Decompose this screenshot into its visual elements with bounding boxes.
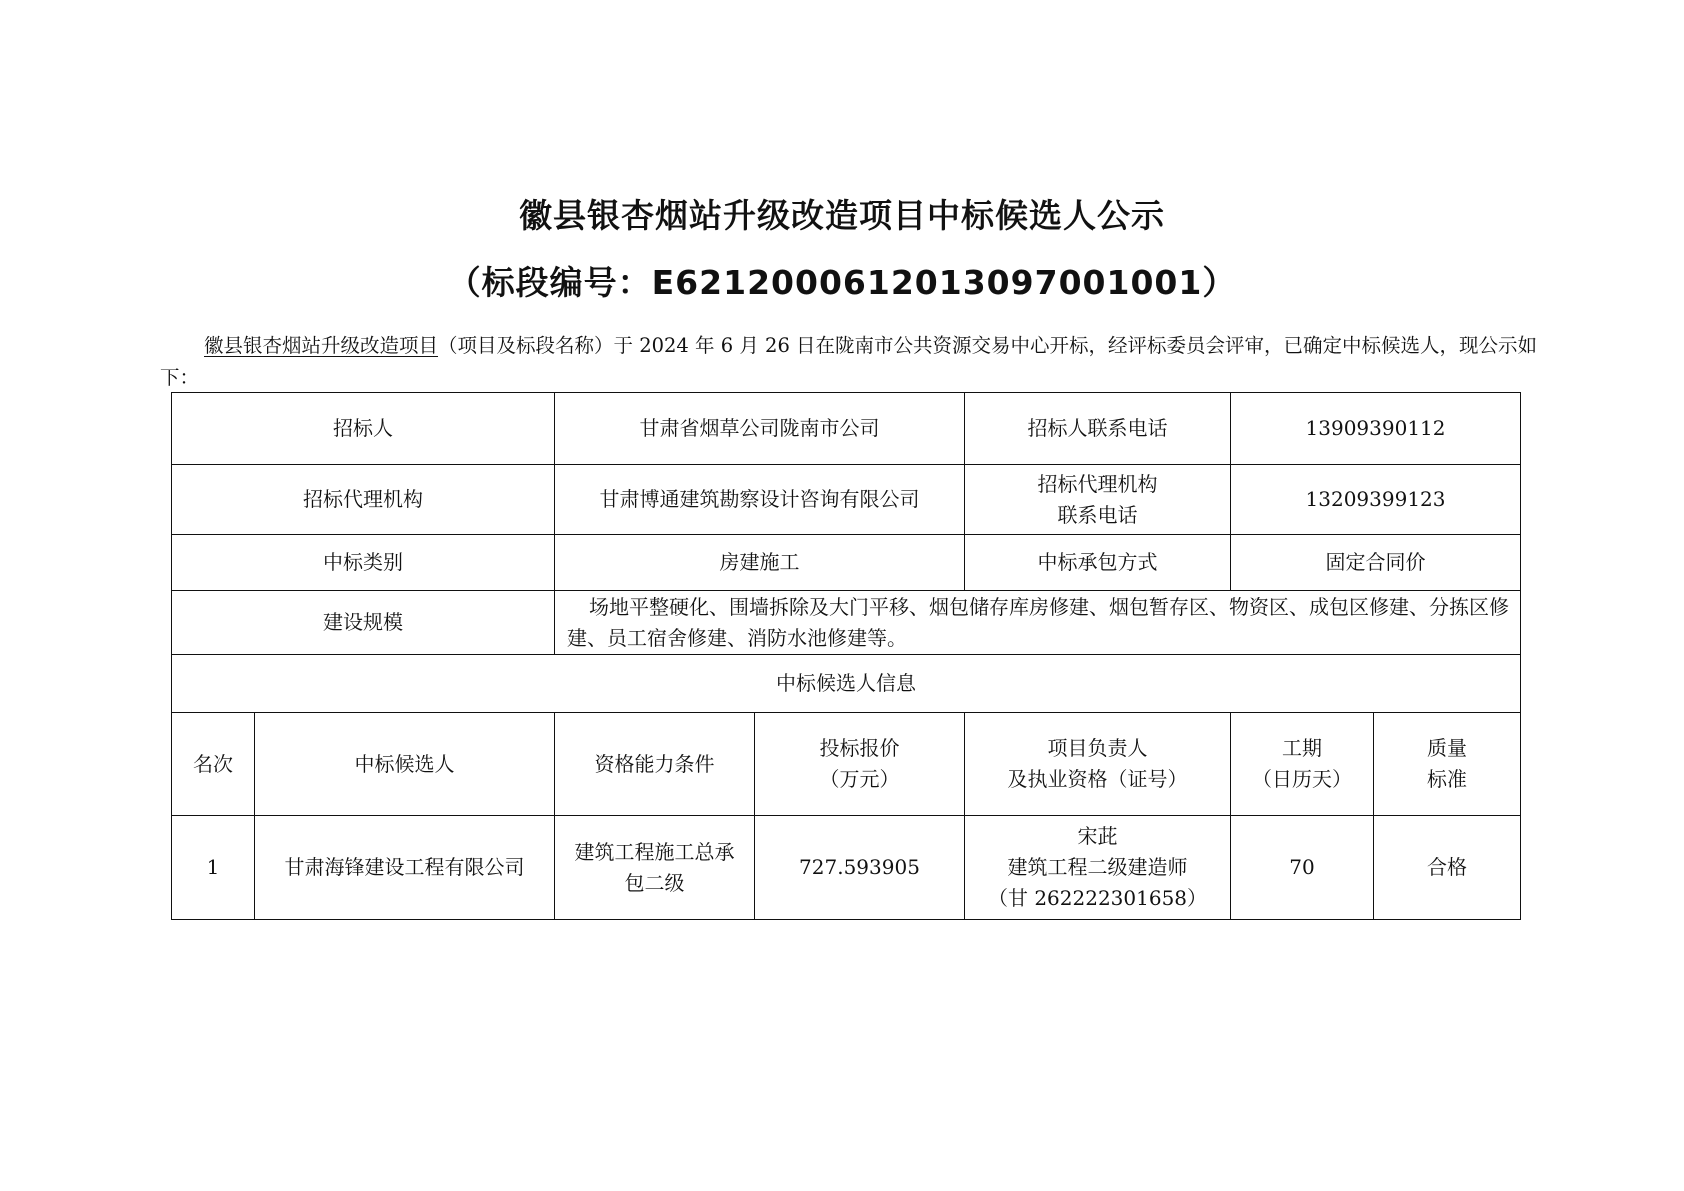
- scale-value: [555, 591, 1521, 655]
- header-manager: [965, 713, 1231, 816]
- header-quality-line1: 质量: [1427, 736, 1467, 760]
- agency-label: 招标代理机构: [172, 465, 555, 535]
- header-rank: 名次: [172, 713, 255, 816]
- header-candidate: 中标候选人: [255, 713, 555, 816]
- agency-value: 甘肃博通建筑勘察设计咨询有限公司: [555, 465, 965, 535]
- category-label: 中标类别: [172, 535, 555, 591]
- candidate-manager-line2: 建筑工程二级建造师: [1007, 855, 1188, 879]
- agency-phone-label-line1: 招标代理机构: [1037, 471, 1158, 496]
- scale-label: 建设规模: [172, 591, 555, 655]
- candidate-qualification: [555, 816, 755, 920]
- candidate-name: 甘肃海锋建设工程有限公司: [255, 816, 555, 920]
- intro-paragraph: [160, 330, 1560, 394]
- announcement-table: [171, 392, 1521, 920]
- contract-mode-value: 固定合同价: [1231, 535, 1521, 591]
- candidates-header-row: [172, 713, 1521, 816]
- tenderer-phone-label: 招标人联系电话: [965, 393, 1231, 465]
- candidate-manager: [965, 816, 1231, 920]
- candidate-bid: 727.593905: [755, 816, 965, 920]
- contract-mode-label: 中标承包方式: [965, 535, 1231, 591]
- candidates-section-row: [172, 655, 1521, 713]
- candidate-manager-line1: 宋茈: [1077, 824, 1118, 848]
- header-quality: [1374, 713, 1521, 816]
- header-bid-line1: 投标报价: [819, 736, 900, 760]
- candidates-section-title: 中标候选人信息: [172, 655, 1521, 713]
- intro-project-name: 徽县银杏烟站升级改造项目: [204, 334, 439, 357]
- tenderer-label: 招标人: [172, 393, 555, 465]
- header-period: [1231, 713, 1374, 816]
- header-qualification: 资格能力条件: [555, 713, 755, 816]
- agency-phone-label-line2: 联系电话: [1057, 502, 1138, 527]
- page-title: 徽县银杏烟站升级改造项目中标候选人公示: [519, 196, 1165, 235]
- agency-phone-label: [965, 465, 1231, 535]
- header-bid: [755, 713, 965, 816]
- scale-row: [172, 591, 1521, 655]
- candidate-period: 70: [1231, 816, 1374, 920]
- header-manager-line1: 项目负责人: [1047, 736, 1148, 760]
- candidate-quality: 合格: [1374, 816, 1521, 920]
- header-period-line1: 工期: [1282, 736, 1322, 760]
- agency-row: [172, 465, 1521, 535]
- header-quality-line2: 标准: [1427, 767, 1467, 791]
- candidate-manager-line3: （甘 262222301658）: [987, 886, 1208, 910]
- tenderer-row: [172, 393, 1521, 465]
- header-manager-line2: 及执业资格（证号）: [1007, 767, 1188, 791]
- candidate-rank: 1: [172, 816, 255, 920]
- category-row: [172, 535, 1521, 591]
- candidate-qualification-line2: 包二级: [624, 870, 685, 895]
- tenderer-value: 甘肃省烟草公司陇南市公司: [555, 393, 965, 465]
- tenderer-phone-value: 13909390112: [1231, 393, 1521, 465]
- header-bid-line2: （万元）: [819, 767, 900, 791]
- category-value: 房建施工: [555, 535, 965, 591]
- table-row: [172, 816, 1521, 920]
- intro-text: （项目及标段名称）于 2024 年 6 月 26 日在陇南市公共资源交易中心开标，经评标委员会评审，已确定中标候选人，现公示如下：: [160, 334, 1538, 389]
- header-period-line2: （日历天）: [1252, 767, 1352, 791]
- agency-phone-value: 13209399123: [1231, 465, 1521, 535]
- section-number-title: （标段编号：E6212000612013097001001）: [447, 263, 1237, 302]
- candidate-qualification-line1: 建筑工程施工总承: [574, 839, 735, 864]
- scale-value-text: 场地平整硬化、围墙拆除及大门平移、烟包储存库房修建、烟包暂存区、物资区、成包区修建、分拣区修建、员工宿舍修建、消防水池修建等。: [567, 594, 1509, 650]
